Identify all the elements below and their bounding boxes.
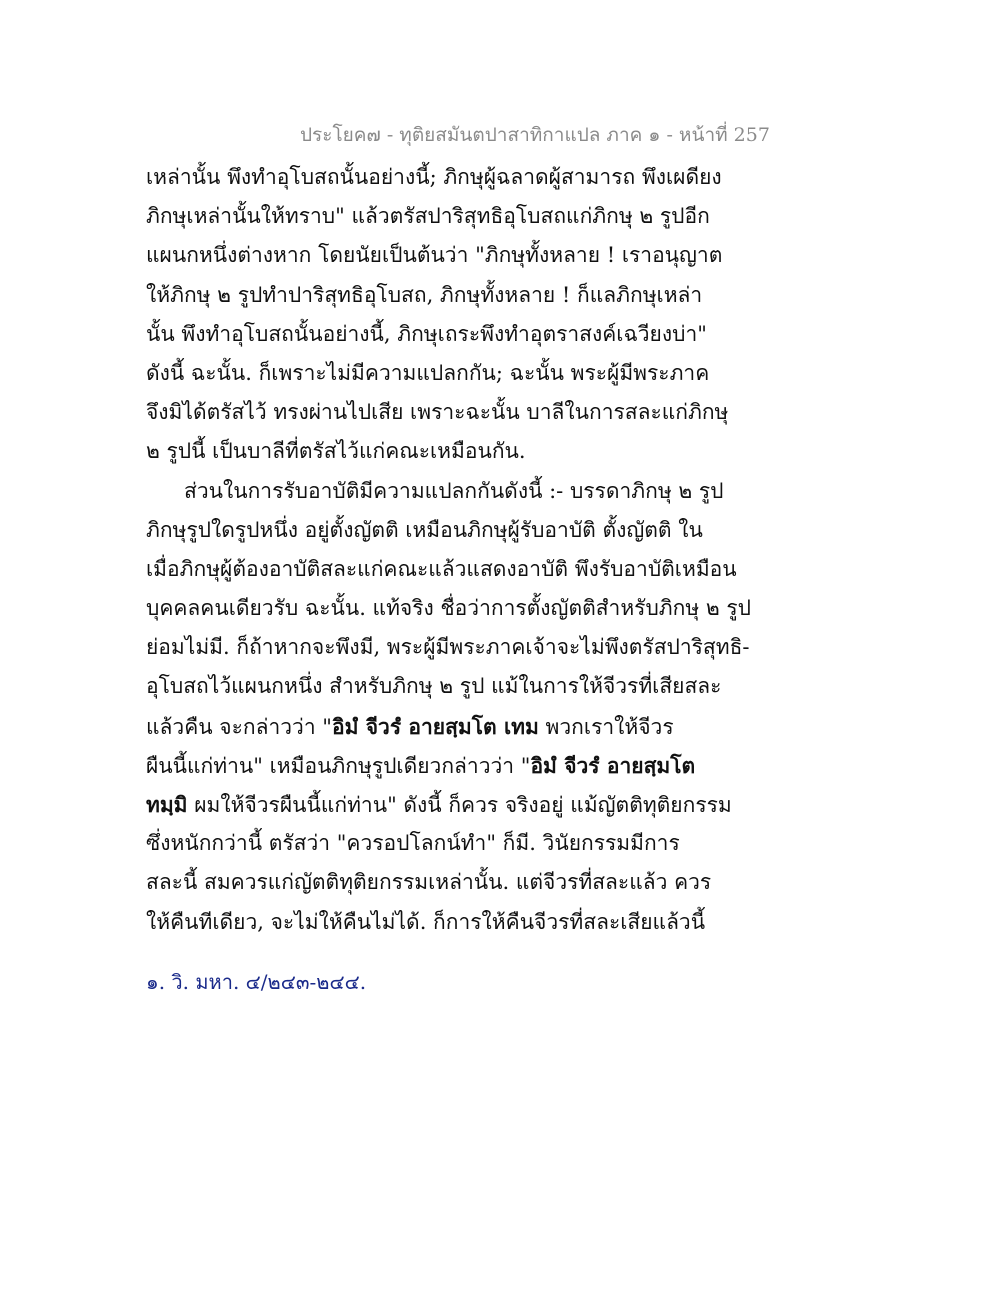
text-line: นั้น พึงทำอุโบสถนั้นอย่างนี้, ภิกษุเถระพึงทำอุตราสงค์เฉวียงบ่า": [146, 321, 707, 346]
text-line: ย่อมไม่มี. ก็ถ้าหากจะพึงมี, พระผู้มีพระภาคเจ้าจะไม่พึงตรัสปาริสุทธิ-: [146, 635, 750, 660]
pali-phrase: อิมํ จีวรํ อายสฺมโต เทม: [331, 713, 539, 739]
text-fragment: พวกเราให้จีวร: [538, 714, 674, 739]
text-line: เมื่อภิกษุผู้ต้องอาบัติสละแก่คณะแล้วแสดงอาบัติ พึงรับอาบัติเหมือน: [146, 556, 737, 581]
text-fragment: ผมให้จีวรผืนนี้แก่ท่าน" ดังนี้ ก็ควร จริงอยู่ แม้ญัตติทุติยกรรม: [187, 793, 732, 817]
pali-phrase: ทมฺมิ: [146, 792, 188, 817]
text-line: ๒ รูปนี้ เป็นบาลีที่ตรัสไว้แก่คณะเหมือนกัน.: [146, 439, 526, 464]
text-line: ให้คืนทีเดียว, จะไม่ให้คืนไม่ได้. ก็การให้คืนจีวรที่สละเสียแล้วนี้: [146, 909, 706, 934]
text-fragment: แล้วคืน จะกล่าวว่า ": [146, 714, 332, 739]
text-fragment: ผืนนี้แก่ท่าน" เหมือนภิกษุรูปเดียวกล่าวว่า ": [146, 753, 531, 778]
text-line: [146, 746, 706, 785]
paragraph-start-line: ส่วนในการรับอาบัติมีความแปลกกันดังนี้ :- บรรดาภิกษุ ๒ รูป: [184, 478, 724, 503]
text-line: แผนกหนึ่งต่างหาก โดยนัยเป็นต้นว่า "ภิกษุทั้งหลาย ! เราอนุญาต: [146, 243, 723, 268]
text-line: ซึ่งหนักกว่านี้ ตรัสว่า "ควรอปโลกน์ทำ" ก็มี. วินัยกรรมมีการ: [146, 831, 680, 856]
text-line: [146, 707, 706, 746]
text-line: เหล่านั้น พึงทำอุโบสถนั้นอย่างนี้; ภิกษุผู้ฉลาดผู้สามารถ พึงเผดียง: [146, 165, 722, 189]
text-line: ภิกษุเหล่านั้นให้ทราบ" แล้วตรัสปาริสุทธิอุโบสถแก่ภิกษุ ๒ รูปอีก: [146, 204, 710, 229]
body-text: [146, 158, 751, 942]
text-line: จึงมิได้ตรัสไว้ ทรงผ่านไปเสีย เพราะฉะนั้น บาลีในการสละแก่ภิกษุ: [146, 400, 729, 425]
text-line: ภิกษุรูปใดรูปหนึ่ง อยู่ตั้งญัตติ เหมือนภิกษุผู้รับอาบัติ ตั้งญัตติ ใน: [146, 517, 703, 542]
text-line: [146, 785, 732, 824]
pali-phrase: อิมํ จีวรํ อายสฺมโต: [530, 752, 696, 778]
text-line: สละนี้ สมควรแก่ญัตติทุติยกรรมเหล่านั้น. แต่จีวรที่สละแล้ว ควร: [146, 870, 712, 895]
footnote: ๑. วิ. มหา. ๔/๒๔๓-๒๔๔.: [146, 970, 367, 994]
text-line: ให้ภิกษุ ๒ รูปทำปาริสุทธิอุโบสถ, ภิกษุทั้งหลาย ! ก็แลภิกษุเหล่า: [146, 282, 703, 307]
page-header: ประโยค๗ - ทุติยสมันตปาสาทิกาแปล ภาค ๑ - หน้าที่ 257: [300, 124, 770, 146]
text-line: ดังนี้ ฉะนั้น. ก็เพราะไม่มีความแปลกกัน; ฉะนั้น พระผู้มีพระภาค: [146, 360, 710, 385]
text-line: อุโบสถไว้แผนกหนึ่ง สำหรับภิกษุ ๒ รูป แม้ในการให้จีวรที่เสียสละ: [146, 674, 722, 699]
text-line: บุคคลคนเดียวรับ ฉะนั้น. แท้จริง ชื่อว่าการตั้งญัตติสำหรับภิกษุ ๒ รูป: [146, 596, 751, 621]
